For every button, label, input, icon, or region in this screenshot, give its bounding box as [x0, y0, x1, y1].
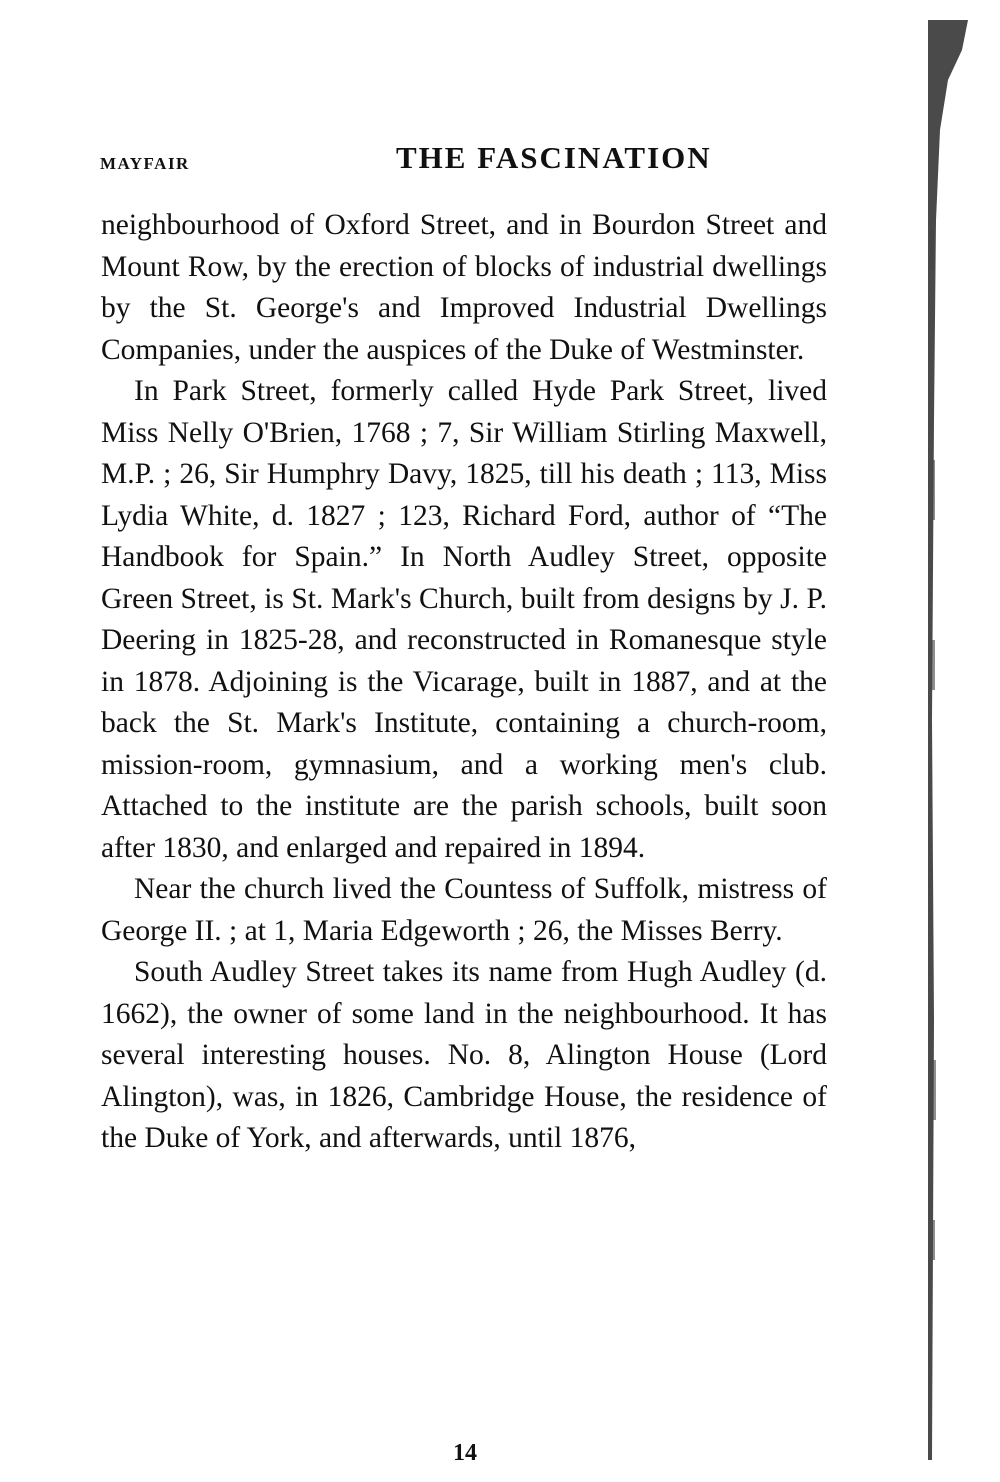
- paragraph-near-church: Near the church lived the Countess of Suffolk, mistress of George II. ; at 1, Maria Edgeworth ; 26, the Misses Berry.: [101, 873, 827, 947]
- paragraph-park-street: In Park Street, formerly called Hyde Park Street, lived Miss Nelly O'Brien, 1768 ; 7, Sir William Stirling Maxwell, M.P. ; 26, Sir Humphry Davy, 1825, till his death ; 113, Miss Lydia White, d. 1827 ; 123, Richard Ford, author of “The Handbook for Spain.” In North Audley Street, opposite Green Street, is St. Mark's Church, built from designs by J. P. Deering in 1825-28, and reconstructed in Romanesque style in 1878. Adjoining is the Vicarage, built in 1887, and at the back the St. Mark's Institute, containing a church-room, mission-room, gymnasium, and a working men's club. Attached to the institute are the parish schools, built soon after 1830, and enlarged and repaired in 1894.: [101, 375, 827, 864]
- body-text: [101, 205, 827, 1160]
- scan-edge-shadow: [918, 20, 978, 1460]
- paragraph-south-audley: South Audley Street takes its name from Hugh Audley (d. 1662), the owner of some land in the neighbourhood. It has several interesting houses. No. 8, Alington House (Lord Alington), was, in 1826, Cambridge House, the residence of the Duke of York, and afterwards, until 1876,: [101, 956, 827, 1154]
- running-title: THE FASCINATION: [396, 140, 712, 175]
- section-name: MAYFAIR: [100, 154, 190, 173]
- running-header: [100, 140, 830, 190]
- page-number: 14: [453, 1440, 477, 1466]
- paragraph-continued: neighbourhood of Oxford Street, and in Bourdon Street and Mount Row, by the erection of blocks of industrial dwellings by the St. George's and Improved Industrial Dwellings Companies, under the auspices of the Duke of Westminster.: [101, 209, 827, 366]
